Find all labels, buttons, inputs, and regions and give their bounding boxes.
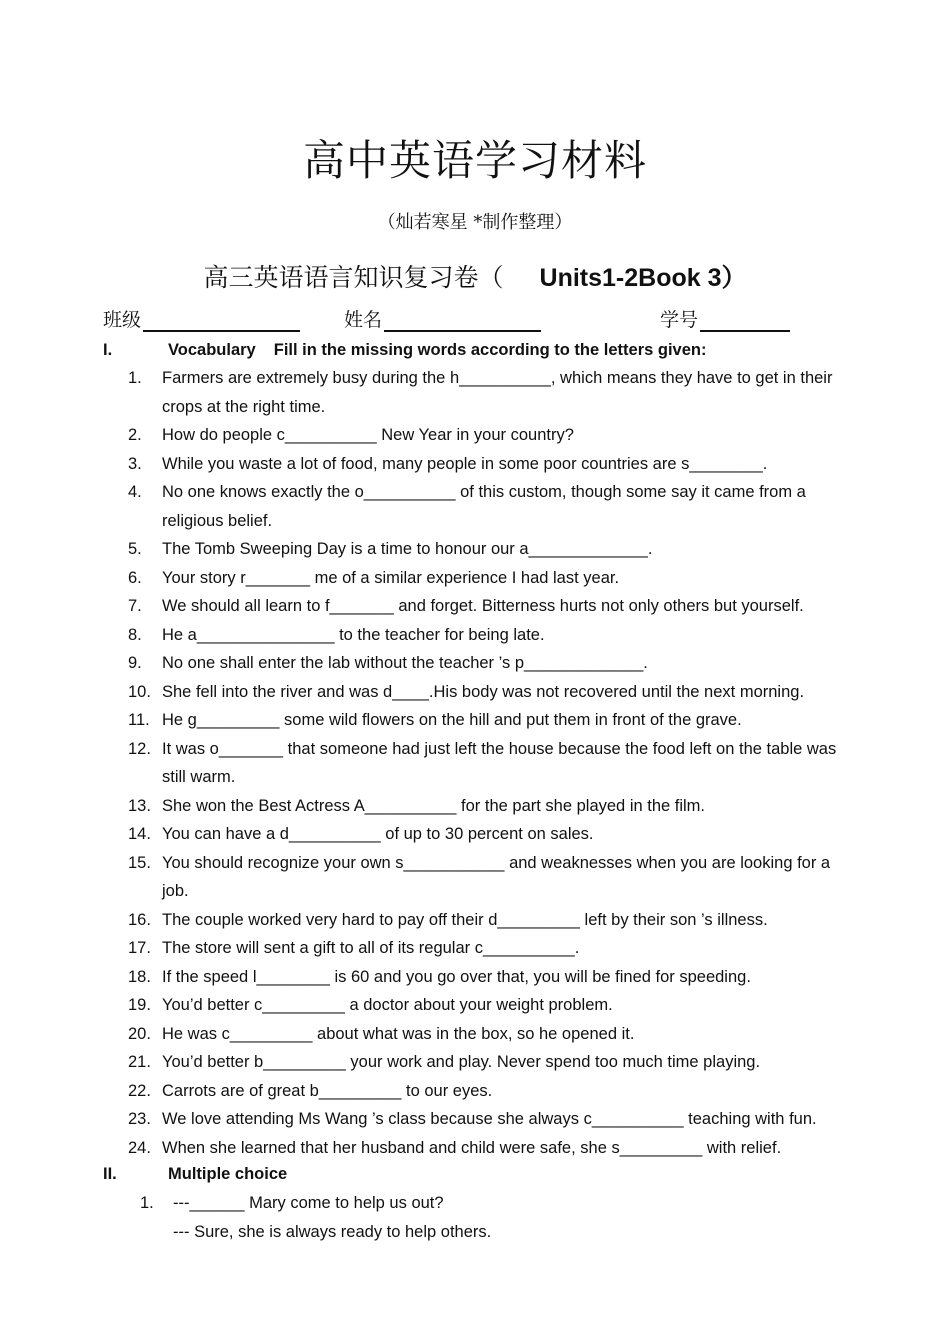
section-1-title: Vocabulary bbox=[168, 341, 256, 359]
student-id-blank[interactable] bbox=[700, 310, 790, 332]
vocabulary-question bbox=[128, 450, 858, 479]
question-text: No one shall enter the lab without the teacher ’s p_____________. bbox=[162, 654, 648, 672]
vocabulary-question bbox=[128, 792, 858, 821]
vocabulary-question bbox=[128, 621, 858, 650]
exam-title-cn: 高三英语语言知识复习卷（ bbox=[203, 263, 504, 292]
main-title: 高中英语学习材料 bbox=[302, 136, 647, 185]
vocabulary-question bbox=[128, 364, 858, 421]
vocabulary-question bbox=[128, 649, 858, 678]
question-text: She fell into the river and was d____.His body was not recovered until the next morning. bbox=[162, 682, 805, 701]
question-number: 20. bbox=[128, 1024, 151, 1043]
student-id-label: 学号 bbox=[660, 309, 699, 331]
answer-line: --- Sure, she is always ready to help others. bbox=[173, 1222, 492, 1241]
question-number: 7. bbox=[128, 597, 142, 615]
question-number: 13. bbox=[128, 796, 151, 815]
question-text: When she learned that her husband and child were safe, she s_________ with relief. bbox=[162, 1138, 782, 1157]
question-number: 23. bbox=[128, 1110, 151, 1128]
vocabulary-question bbox=[128, 706, 858, 735]
question-number: 16. bbox=[128, 910, 151, 929]
question-number: 15. bbox=[128, 853, 151, 872]
section-1-heading bbox=[103, 341, 706, 360]
vocabulary-question bbox=[128, 991, 858, 1020]
question-number: 10. bbox=[128, 682, 151, 701]
question-number: 18. bbox=[128, 967, 151, 986]
question-text: You’d better c_________ a doctor about your weight problem. bbox=[162, 996, 613, 1014]
question-number: 1. bbox=[140, 1194, 154, 1212]
question-number: 17. bbox=[128, 939, 151, 957]
section-1-number: I. bbox=[103, 341, 113, 359]
question-number: 22. bbox=[128, 1081, 151, 1100]
vocabulary-question bbox=[128, 934, 858, 963]
vocabulary-question bbox=[128, 421, 858, 450]
vocabulary-question bbox=[128, 735, 858, 792]
question-text: He was c_________ about what was in the box, so he opened it. bbox=[162, 1024, 635, 1043]
question-text: We love attending Ms Wang ’s class because she always c__________ teaching with fun. bbox=[162, 1110, 817, 1128]
question-text: While you waste a lot of food, many people in some poor countries are s________. bbox=[162, 454, 768, 473]
vocabulary-question bbox=[128, 906, 858, 935]
name-field bbox=[344, 305, 541, 332]
question-line: ---______ Mary come to help us out? bbox=[173, 1194, 444, 1212]
question-text: You should recognize your own s___________ and weaknesses when you are looking for a job. bbox=[162, 853, 831, 900]
student-info-row bbox=[103, 305, 863, 335]
class-blank[interactable] bbox=[143, 310, 300, 332]
vocabulary-question bbox=[128, 1077, 858, 1106]
vocabulary-question bbox=[128, 1048, 858, 1077]
multiple-choice-list bbox=[140, 1189, 860, 1246]
question-number: 3. bbox=[128, 454, 142, 473]
question-number: 4. bbox=[128, 483, 142, 501]
vocabulary-question bbox=[128, 1105, 858, 1134]
question-number: 11. bbox=[128, 711, 150, 729]
vocabulary-question bbox=[128, 963, 858, 992]
section-2-heading bbox=[103, 1165, 287, 1184]
subtitle: （灿若寒星 *制作整理） bbox=[377, 212, 573, 233]
multiple-choice-question bbox=[140, 1189, 860, 1246]
question-number: 1. bbox=[128, 369, 142, 387]
question-number: 14. bbox=[128, 825, 151, 843]
question-number: 24. bbox=[128, 1138, 151, 1157]
vocabulary-question bbox=[128, 849, 858, 906]
question-text: You’d better b_________ your work and play. Never spend too much time playing. bbox=[162, 1053, 761, 1071]
exam-title-en: Units1-2Book 3） bbox=[539, 264, 747, 292]
question-text: Farmers are extremely busy during the h__________, which means they have to get in their crops at the right time. bbox=[162, 369, 833, 416]
question-number: 19. bbox=[128, 996, 151, 1014]
question-number: 2. bbox=[128, 426, 142, 444]
question-number: 8. bbox=[128, 625, 142, 644]
question-text: The store will sent a gift to all of its regular c__________. bbox=[162, 939, 580, 957]
section-2-number: II. bbox=[103, 1165, 117, 1183]
question-number: 21. bbox=[128, 1053, 151, 1071]
question-text: If the speed l________ is 60 and you go over that, you will be fined for speeding. bbox=[162, 967, 751, 986]
vocabulary-question bbox=[128, 535, 858, 564]
vocabulary-question-list bbox=[128, 364, 858, 1162]
section-2-title: Multiple choice bbox=[168, 1165, 288, 1183]
question-text: She won the Best Actress A__________ for the part she played in the film. bbox=[162, 796, 706, 815]
class-label: 班级 bbox=[103, 309, 142, 331]
question-text: The couple worked very hard to pay off their d_________ left by their son ’s illness. bbox=[162, 910, 768, 929]
class-field bbox=[103, 305, 300, 332]
vocabulary-question bbox=[128, 678, 858, 707]
name-blank[interactable] bbox=[384, 310, 541, 332]
vocabulary-question bbox=[128, 564, 858, 593]
question-text: Carrots are of great b_________ to our eyes. bbox=[162, 1081, 493, 1100]
exam-title bbox=[0, 258, 950, 294]
vocabulary-question bbox=[128, 1134, 858, 1163]
question-text: It was o_______ that someone had just left the house because the food left on the table was still warm. bbox=[162, 739, 837, 786]
question-text: No one knows exactly the o__________ of this custom, though some say it came from a religious belief. bbox=[162, 483, 806, 530]
question-number: 12. bbox=[128, 739, 151, 758]
vocabulary-question bbox=[128, 1020, 858, 1049]
vocabulary-question bbox=[128, 820, 858, 849]
question-text: Your story r_______ me of a similar experience I had last year. bbox=[162, 568, 620, 587]
vocabulary-question bbox=[128, 592, 858, 621]
question-number: 5. bbox=[128, 540, 142, 558]
question-text: He a_______________ to the teacher for being late. bbox=[162, 625, 545, 644]
question-text: He g_________ some wild flowers on the hill and put them in front of the grave. bbox=[162, 711, 742, 729]
student-id-field bbox=[660, 305, 790, 332]
vocabulary-question bbox=[128, 478, 858, 535]
question-number: 6. bbox=[128, 568, 142, 587]
question-text: You can have a d__________ of up to 30 percent on sales. bbox=[162, 825, 594, 843]
question-number: 9. bbox=[128, 654, 142, 672]
question-text: How do people c__________ New Year in your country? bbox=[162, 426, 574, 444]
section-1-instruction: Fill in the missing words according to the letters given: bbox=[273, 341, 707, 359]
question-text: The Tomb Sweeping Day is a time to honour our a_____________. bbox=[162, 540, 653, 558]
question-text: We should all learn to f_______ and forget. Bitterness hurts not only others but yourself. bbox=[162, 597, 804, 615]
name-label: 姓名 bbox=[344, 309, 383, 331]
